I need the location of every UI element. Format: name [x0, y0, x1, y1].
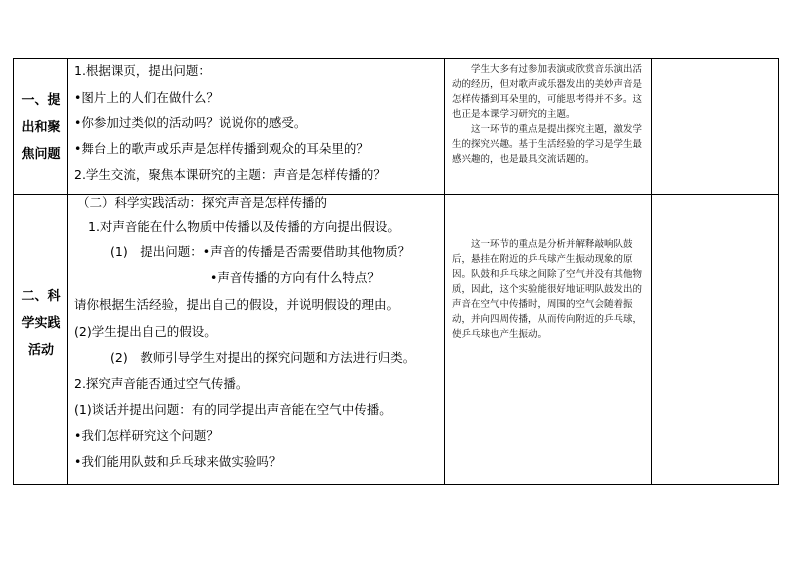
content-line: 2.学生交流，聚焦本课研究的主题：声音是怎样传播的？: [74, 167, 386, 182]
design-notes-2: [452, 237, 644, 342]
stage-label-line: 二、科: [21, 289, 61, 304]
content-line: •舞台上的歌声或乐声是怎样传播到观众的耳朵里的？: [74, 141, 369, 156]
content-line: •图片上的人们在做什么？: [74, 90, 219, 105]
content-line: (1) 提出问题：•声音的传播是否需要借助其他物质？: [110, 244, 411, 259]
content-line: 请你根据生活经验，提出自己的假设，并说明假设的理由。: [74, 297, 400, 312]
design-notes-1: [452, 62, 644, 167]
content-line: •我们能用队鼓和乒乓球来做实验吗？: [74, 454, 282, 469]
stage-label-line: 出和聚: [21, 120, 61, 135]
column-divider: [67, 59, 68, 484]
content-line: (1)谈话并提出问题：有的同学提出声音能在空气中传播。: [74, 402, 392, 417]
note-paragraph: 这一环节的重点是提出探究主题，激发学生的探究兴趣。基于生活经验的学习是学生最感兴趣的，也是最具交流话题的。: [452, 124, 643, 165]
stage-label-line: 一、提: [21, 93, 61, 108]
content-line: •我们怎样研究这个问题？: [74, 428, 219, 443]
note-paragraph: 这一环节的重点是分析并解释敲响队鼓后，悬挂在附近的乒乓球产生振动现象的原因。队鼓和乒乓球之间除了空气并没有其他物质，因此，这个实验能很好地证明队鼓发出的声音在空气中传播时，周围的空气会随着振动，并向四周传播，从而传向附近的乒乓球，使乒乓球也产生振动。: [452, 239, 643, 340]
content-line: 1.根据课页，提出问题：: [74, 63, 211, 78]
content-line: •声音传播的方向有什么特点？: [210, 270, 380, 285]
content-line: (2)学生提出自己的假设。: [74, 324, 217, 339]
stage-label-2: [16, 283, 66, 364]
lesson-plan-table: [13, 58, 779, 485]
content-line: （二）科学实践活动：探究声音是怎样传播的: [77, 195, 328, 210]
note-paragraph: 学生大多有过参加表演或欣赏音乐演出活动的经历，但对歌声或乐器发出的美妙声音是怎样传播到耳朵里的，可能思考得并不多。这也正是本课学习研究的主题。: [452, 64, 643, 120]
stage-label-1: [16, 87, 66, 168]
content-line: 2.探究声音能否通过空气传播。: [74, 376, 249, 391]
content-line: (2) 教师引导学生对提出的探究问题和方法进行归类。: [110, 350, 416, 365]
stage-label-line: 焦问题: [21, 147, 61, 162]
content-line: 1.对声音能在什么物质中传播以及传播的方向提出假设。: [88, 219, 400, 234]
stage-label-line: 活动: [27, 343, 54, 358]
column-divider: [444, 59, 445, 484]
content-line: •你参加过类似的活动吗？说说你的感受。: [74, 115, 307, 130]
stage-label-line: 学实践: [21, 316, 61, 331]
column-divider: [651, 59, 652, 484]
